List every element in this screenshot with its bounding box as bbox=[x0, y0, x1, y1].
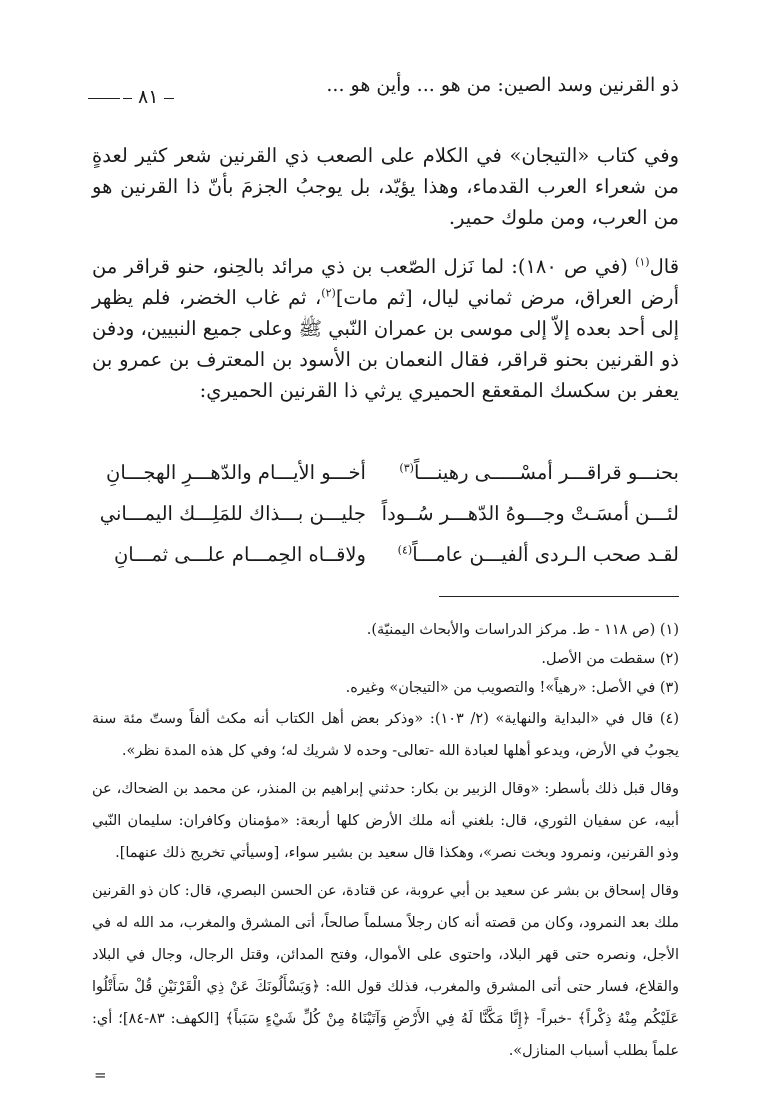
paragraph-1: وفي كتاب «التيجان» في الكلام على الصعب ذي القرنين شعر كثير لعدةٍ من شعراء العرب القدماء، وهذا يؤيّد، بل يوجبُ الجزمَ بأنّ ذا القرنين هو من العرب، ومن ملوك حمير. bbox=[92, 144, 679, 229]
running-header-title: ذو القرنين وسد الصين: من هو ... وأين هو ... bbox=[326, 74, 679, 96]
footnote-3: (٣) في الأصل: «رهياً»! والتصويب من «التيجان» وغيره. bbox=[345, 680, 679, 696]
running-header bbox=[88, 74, 679, 110]
footnote-ref-4: (٤) bbox=[397, 543, 413, 557]
footnote-4: (٤) قال في «البداية والنهاية» (٢/ ١٠٣): «وذكر بعض أهل الكتاب أنه مكث ألفاً وستّ مئة سنة يجوبُ في الأرض، ويدعو أهلها لعبادة الله -تعالى- وحده لا شريك له؛ وفي كل هذه المدة نظر». bbox=[92, 711, 680, 759]
footnote-separator bbox=[439, 596, 679, 597]
verse-2 bbox=[92, 493, 679, 534]
paragraph-2-part-b: ، ثم غاب الخضر، فلم يظهر إلى أحد بعده إلاّ إلى موسى بن عمران النّبي ﷺ وعلى جميع النبيين، ودفن ذو القرنين بحنو قراقر، فقال النعمان بن الأسود بن المعترف بن عمرو بن يعفر بن سكسك المقعقع الحميري يرثي ذا القرنين الحميري: bbox=[92, 286, 679, 402]
paragraph-2-part-a: (في ص ١٨٠): لما نَزل الصّعب بن ذي مرائد بالحِنو، حنو قراقر من أرض العراق، مرض ثماني ليال، [ثم مات] bbox=[92, 255, 679, 309]
header-rule-left bbox=[88, 98, 120, 99]
poem bbox=[92, 452, 679, 575]
verse-3 bbox=[92, 534, 679, 575]
verse-1-second-hemistich: أخـــو الأيـــام والدّهـــرِ الهجـــانِ bbox=[106, 461, 366, 484]
footnotes bbox=[92, 616, 679, 1067]
footnote-1: (١) (ص ١١٨ - ط. مركز الدراسات والأبحاث اليمنيّة). bbox=[366, 622, 679, 638]
footnote-2: (٢) سقطت من الأصل. bbox=[541, 651, 679, 667]
verse-1-first-hemistich: بحنـــو قراقـــر أمسْـــــى رهينـــاً$^{(٣)}$ bbox=[399, 461, 679, 484]
qala-word: قال bbox=[649, 255, 680, 278]
footnote-ref-1: (١) bbox=[635, 255, 650, 269]
paragraph-2 bbox=[92, 251, 679, 406]
main-text bbox=[92, 140, 679, 406]
footnote-ref-2: (٢) bbox=[321, 286, 336, 300]
verse-2-second-hemistich: جليـــن بـــذاك للمَلِـــك اليمـــاني bbox=[99, 502, 366, 525]
footnote-4-paragraph-3: وقال إسحاق بن بشر عن سعيد بن أبي عروبة، عن قتادة، عن الحسن البصري، قال: كان ذو القرنين ملك بعد النمرود، وكان من قصته أنه كان رجلاً مسلماً صالحاً، أتى المشرق والمغرب، مد الله له في الأجل، ونصره حتى قهر البلاد، واحتوى على الأموال، وفتح المدائن، وقتل الرجال، وجال في البلاد والقلاع، فسار حتى أتى المشرق والمغرب، فذلك قول الله: ﴿وَيَسْأَلُونَكَ عَنْ ذِي الْقَرْنَيْنِ قُلْ سَأَتْلُوا عَلَيْكُم مِنْهُ ذِكْراً﴾ -خبراً- ﴿إِنَّا مَكَّنَّا لَهُ فِي الأَرْضِ وَآتَيْنَاهُ مِنْ كُلِّ شَيْءٍ سَبَباً﴾ [الكهف: ٨٣-٨٤]؛ أي: علماً بطلب أسباب المنازل». bbox=[92, 883, 679, 1059]
continuation-mark: = bbox=[94, 1066, 107, 1084]
page-number: ٨١ bbox=[132, 86, 164, 108]
footnote-4-paragraph-2: وقال قبل ذلك بأسطر: «وقال الزبير بن بكار: حدثني إبراهيم بن المنذر، عن محمد بن الضحاك، عن أبيه، عن سفيان الثوري، قال: بلغني أنه ملك الأرض كلها أربعة: «مؤمنان وكافران: سليمان النّبي وذو القرنين، ونمرود وبخت نصر»، وهكذا قال سعيد بن بشير سواء، [وسيأتي تخريج ذلك عنهما]. bbox=[92, 781, 679, 861]
verse-2-first-hemistich: لئـــن أمسَـتْ وجـــوهُ الدّهـــر سُــوداً bbox=[381, 502, 679, 525]
footnote-ref-3: (٣) bbox=[399, 461, 414, 475]
verse-3-second-hemistich: ولاقــاه الحِمـــام علـــى ثمـــانِ bbox=[113, 543, 366, 566]
verse-1 bbox=[92, 452, 679, 493]
verse-3-first-hemistich: لقـد صحب الـردى ألفيـــن عامـــاً$^{(٤)}$ bbox=[397, 543, 679, 566]
